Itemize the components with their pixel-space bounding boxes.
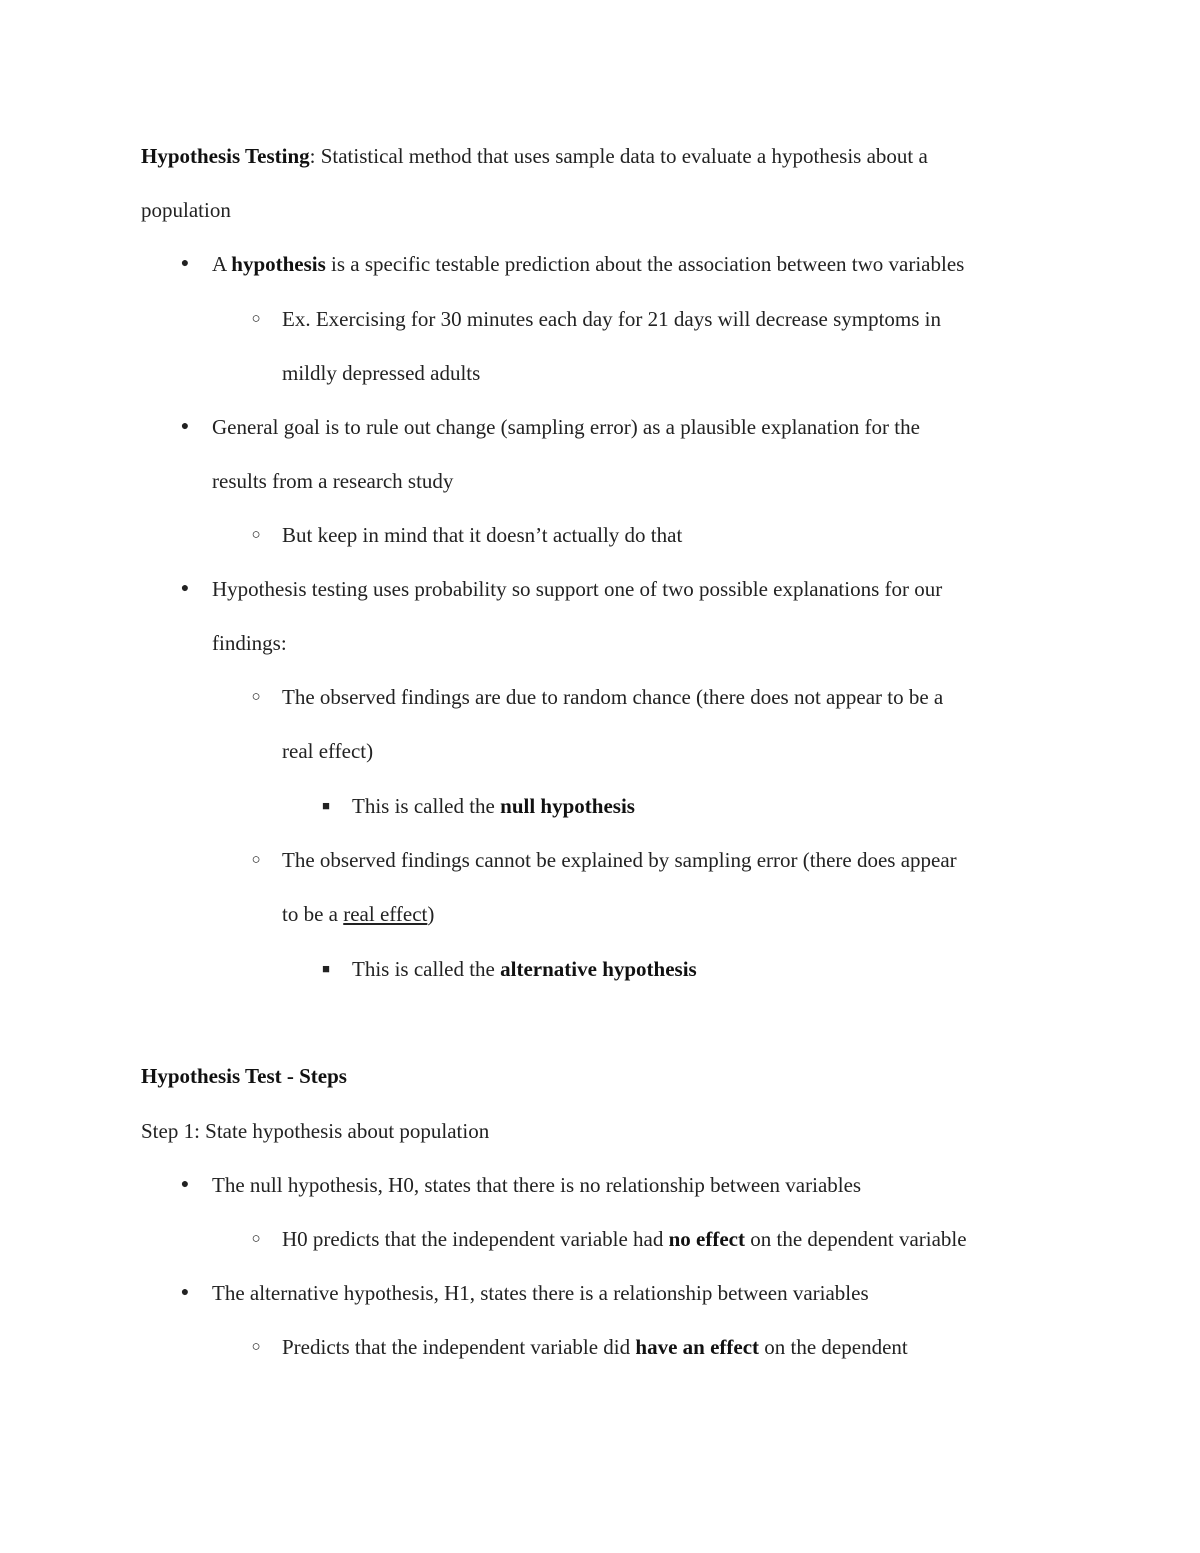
bold-term: have an effect	[635, 1335, 760, 1359]
text-span: A	[212, 252, 232, 276]
text-span: on the dependent	[759, 1335, 908, 1359]
sub-bullet-h0-predicts	[282, 1225, 967, 1253]
square-bullet-icon: ■	[322, 798, 330, 813]
bold-term: no effect	[668, 1227, 745, 1251]
section-title-steps	[141, 1062, 347, 1090]
section-title-hypothesis-testing: Hypothesis Testing	[141, 144, 310, 168]
sub-bullet-sampling-error-line-2	[282, 900, 434, 928]
bullet-alternative-hypothesis-h1: The alternative hypothesis, H1, states there is a relationship between variables	[212, 1281, 869, 1305]
bold-term: null hypothesis	[500, 794, 635, 818]
circle-bullet-icon: ○	[251, 1231, 261, 1247]
disc-bullet-icon: ●	[180, 1177, 190, 1192]
text-span: )	[427, 902, 435, 926]
step-1-line: Step 1: State hypothesis about population	[141, 1119, 490, 1143]
text-span: H0 predicts that the independent variable had	[282, 1227, 669, 1251]
definition-line-1	[141, 142, 928, 170]
bullet-probability-line-2: findings:	[212, 631, 287, 655]
sub-bullet-h1-predicts	[282, 1333, 908, 1361]
disc-bullet-icon: ●	[180, 256, 190, 271]
sub-bullet-sampling-error-line-1: The observed findings cannot be explained by sampling error (there does appear	[282, 848, 957, 872]
bold-term: alternative hypothesis	[500, 957, 697, 981]
circle-bullet-icon: ○	[251, 689, 261, 705]
heading-text: Hypothesis Test - Steps	[141, 1064, 347, 1088]
sub-bullet-random-chance-line-2: real effect)	[282, 739, 374, 763]
bullet-probability-line-1: Hypothesis testing uses probability so support one of two possible explanations for our	[212, 577, 943, 601]
sub-sub-bullet-alternative-hypothesis	[352, 955, 697, 983]
text-span: to be a	[282, 902, 344, 926]
square-bullet-icon: ■	[322, 961, 330, 976]
text-span: This is called the	[352, 794, 501, 818]
bullet-general-goal-line-1: General goal is to rule out change (sampling error) as a plausible explanation for the	[212, 415, 920, 439]
bullet-general-goal-line-2: results from a research study	[212, 469, 454, 493]
sub-bullet-example-line-1: Ex. Exercising for 30 minutes each day for 21 days will decrease symptoms in	[282, 307, 941, 331]
definition-line-2: population	[141, 198, 231, 222]
text-span: on the dependent variable	[745, 1227, 967, 1251]
disc-bullet-icon: ●	[180, 581, 190, 596]
disc-bullet-icon: ●	[180, 419, 190, 434]
sub-bullet-random-chance-line-1: The observed findings are due to random chance (there does not appear to be a	[282, 685, 944, 709]
bullet-hypothesis-definition	[212, 250, 964, 278]
bold-term: hypothesis	[231, 252, 326, 276]
circle-bullet-icon: ○	[251, 311, 261, 327]
definition-text: : Statistical method that uses sample data to evaluate a hypothesis about a	[309, 144, 928, 168]
underlined-term: real effect	[343, 902, 428, 926]
sub-sub-bullet-null-hypothesis	[352, 792, 635, 820]
circle-bullet-icon: ○	[251, 852, 261, 868]
disc-bullet-icon: ●	[180, 1285, 190, 1300]
sub-bullet-keep-in-mind: But keep in mind that it doesn’t actually do that	[282, 523, 683, 547]
circle-bullet-icon: ○	[251, 1339, 261, 1355]
circle-bullet-icon: ○	[251, 527, 261, 543]
sub-bullet-example-line-2: mildly depressed adults	[282, 361, 481, 385]
bullet-null-hypothesis-h0: The null hypothesis, H0, states that there is no relationship between variables	[212, 1173, 862, 1197]
text-span: This is called the	[352, 957, 501, 981]
text-span: is a specific testable prediction about the association between two variables	[325, 252, 965, 276]
text-span: Predicts that the independent variable did	[282, 1335, 636, 1359]
